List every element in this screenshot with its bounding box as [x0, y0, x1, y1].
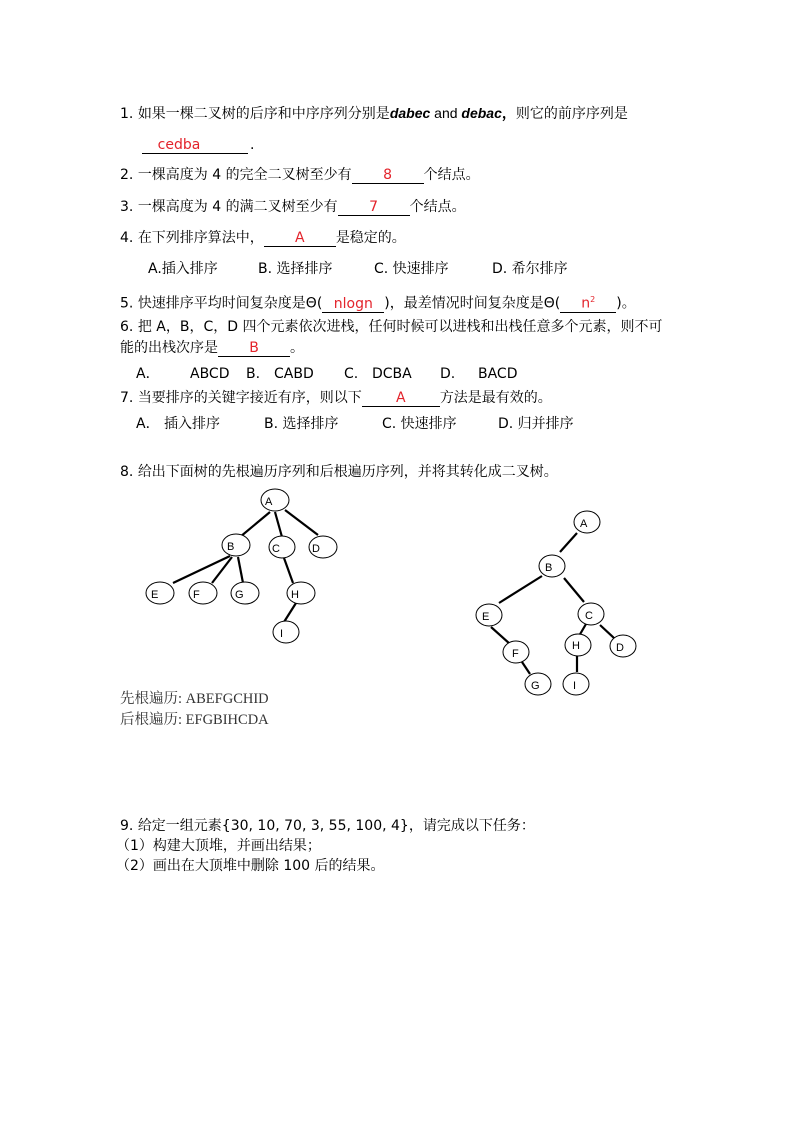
q6-line2-before: 能的出栈次序是 [120, 340, 218, 356]
q8-number: 8. [120, 464, 134, 480]
q2-answer: 8 [383, 167, 393, 183]
q1-text-after: 则它的前序序列是 [515, 106, 628, 122]
edge-c-h [284, 558, 293, 583]
tree-right-label-b: B [545, 562, 553, 574]
q1-inorder: debac [461, 105, 502, 121]
tree-right-label-c: C [585, 610, 593, 622]
q2-text-before: 一棵高度为 4 的完全二叉树至少有 [137, 167, 352, 183]
q5-text-before: 快速排序平均时间复杂度是Θ( [137, 295, 323, 312]
q7-option-c: C. 快速排序 [382, 416, 457, 432]
tree-right-label-d: D [616, 642, 624, 654]
q8-text: 给出下面树的先根遍历序列和后根遍历序列，并将其转化成二叉树。 [137, 464, 558, 480]
q1-postorder: dabec [389, 105, 431, 121]
q6-line2-after: 。 [290, 340, 304, 356]
edge-a-d [285, 510, 318, 535]
q6-line1: 把 A，B，C，D 四个元素依次进栈，任何时候可以进栈和出栈任意多个元素，则不可 [137, 319, 663, 335]
q7-option-d: D. 归并排序 [498, 416, 574, 432]
q7-answer: A [396, 390, 406, 406]
q3-answer: 7 [369, 199, 379, 215]
q5-number: 5. [120, 295, 134, 312]
tree-left-label-b: B [227, 541, 235, 553]
q4-text-after: 是稳定的。 [335, 230, 406, 246]
q6-option-b-letter: B. [246, 366, 261, 382]
q1-answer: cedba [157, 137, 201, 153]
q9-number: 9. [120, 818, 134, 834]
q8-preorder: 先根遍历: ABEFGCHID [120, 691, 269, 707]
tree-right-label-i: I [573, 680, 577, 692]
edge-b-g [238, 557, 243, 583]
q3-text-after: 个结点。 [409, 199, 466, 215]
tree-left-label-d: D [312, 543, 320, 555]
edge-f-g-right [522, 662, 530, 674]
tree-right-label-e: E [482, 611, 490, 623]
edge-h-i [284, 603, 296, 622]
left-tree-edges [173, 510, 318, 622]
right-tree-labels [482, 518, 624, 692]
q5-text-mid: )，最差情况时间复杂度是Θ( [384, 295, 561, 312]
tree-left-node-i [273, 621, 299, 643]
tree-right-label-a: A [580, 518, 588, 530]
tree-right-label-g: G [531, 680, 540, 692]
q7-text-before: 当要排序的关键字接近有序，则以下 [137, 390, 362, 406]
q6-option-a-letter: A． [136, 366, 160, 382]
edge-a-b [240, 512, 270, 537]
edge-b-e-right [499, 576, 542, 603]
q6-option-c-letter: C. [344, 366, 359, 382]
q6-option-b-value: CABD [274, 366, 314, 382]
question-9 [120, 817, 535, 835]
q6-option-a-value: ABCD [190, 366, 230, 382]
tree-left-label-e: E [151, 589, 159, 601]
q4-text-before: 在下列排序算法中， [137, 230, 264, 246]
q1-comma: ， [501, 106, 516, 122]
q7-option-a: A． 插入排序 [136, 416, 221, 432]
q4-option-a: A.插入排序 [148, 261, 218, 277]
q6-number: 6. [120, 319, 134, 335]
q3-number: 3. [120, 199, 134, 215]
left-tree-nodes [146, 489, 337, 643]
q2-number: 2. [120, 167, 134, 183]
q8-postorder: 后根遍历: EFGBIHCDA [120, 712, 269, 728]
q9-task-1: （1）构建大顶堆，并画出结果； [116, 838, 321, 854]
q4-option-b: B. 选择排序 [258, 261, 333, 277]
q6-option-c-value: DCBA [372, 366, 412, 382]
q7-option-b: B. 选择排序 [264, 416, 339, 432]
q2-text-after: 个结点。 [423, 167, 480, 183]
q6-answer: B [249, 340, 259, 356]
edge-b-c-right [564, 578, 584, 602]
tree-left-label-h: H [291, 589, 299, 601]
q1-text-before: 如果一棵二叉树的后序和中序序列分别是 [137, 106, 390, 122]
q6-option-d-letter: D. [440, 366, 456, 382]
q5-answer1: nlogn [333, 295, 373, 312]
tree-left-label-i: I [280, 628, 284, 640]
tree-right-label-h: H [572, 640, 580, 652]
edge-c-d-right [600, 625, 614, 638]
q6-option-d-value: BACD [478, 366, 518, 382]
q9-text: 给定一组元素{30, 10, 70, 3, 55, 100, 4}，请完成以下任务： [137, 818, 535, 834]
q5-answer2: n [581, 295, 591, 312]
q4-number: 4. [120, 230, 134, 246]
edge-e-f-right [491, 627, 510, 644]
q3-text-before: 一棵高度为 4 的满二叉树至少有 [137, 199, 338, 215]
q4-option-d: D. 希尔排序 [492, 261, 568, 277]
tree-left-label-a: A [265, 496, 273, 508]
q7-number: 7. [120, 390, 134, 406]
edge-a-b-right [560, 533, 577, 552]
q9-task-2: （2）画出在大顶堆中删除 100 后的结果。 [116, 858, 385, 874]
q5-answer2-sup: 2 [590, 295, 596, 304]
q4-option-c: C. 快速排序 [374, 261, 449, 277]
q7-text-after: 方法是最有效的。 [439, 390, 552, 406]
q4-answer: A [295, 230, 305, 246]
edge-a-c [275, 512, 282, 537]
q5-text-after: )。 [616, 295, 636, 312]
tree-right-label-f: F [512, 648, 519, 660]
tree-left-label-c: C [272, 543, 280, 555]
tree-left-label-f: F [193, 589, 200, 601]
tree-left-label-g: G [235, 589, 244, 601]
q1-end: . [250, 137, 255, 153]
q1-and: and [430, 105, 462, 121]
q1-number: 1. [120, 106, 134, 122]
